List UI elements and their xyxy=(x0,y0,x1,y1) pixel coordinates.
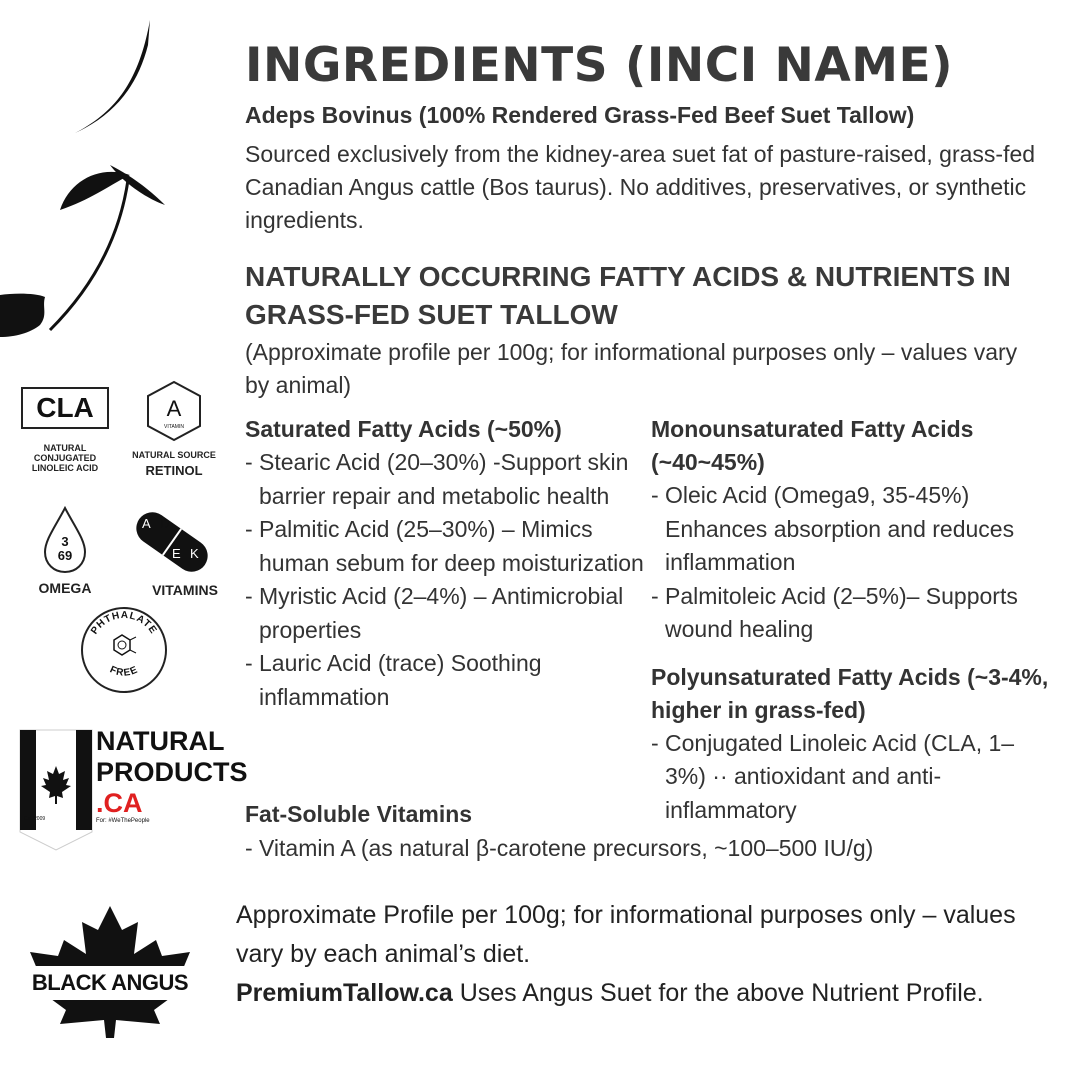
vitamins-heading: Fat-Soluble Vitamins xyxy=(245,801,473,827)
black-angus-label-box xyxy=(22,966,198,1000)
list-item: - Palmitoleic Acid (2–5%)– Supports wound healing xyxy=(651,582,1018,642)
canada-flag-shield-icon xyxy=(18,728,94,852)
np-line1: NATURAL xyxy=(96,726,225,756)
np-line3: .CA xyxy=(96,788,143,818)
np-tagline: For: #WeThePeople xyxy=(96,818,150,824)
list-item: - Palmitic Acid (25–30%) – Mimics human sebum for deep moisturization xyxy=(245,516,644,576)
svg-text:A: A xyxy=(166,396,182,421)
svg-text:E: E xyxy=(172,546,181,561)
brand-name: PremiumTallow.ca xyxy=(236,979,453,1007)
ingredient-name: Adeps Bovinus (100% Rendered Grass-Fed Beef Suet Tallow) xyxy=(245,102,915,128)
footer-line1: Approximate Profile per 100g; for informational purposes only – values vary by each animal’s diet. xyxy=(236,901,1016,968)
svg-text:VITAMIN: VITAMIN xyxy=(164,424,184,430)
svg-text:D: D xyxy=(160,516,170,531)
omega-caption: OMEGA xyxy=(38,580,92,596)
vitamin-a-caption-2: RETINOL xyxy=(145,463,203,478)
ingredient-description: Sourced exclusively from the kidney-area suet fat of pasture-raised, grass-fed Canadian Angus cattle (Bos taurus). No additives, preservatives, or synthetic ingredients. xyxy=(245,141,1036,233)
cla-badge: CLA xyxy=(21,387,109,429)
svg-text:FREE: FREE xyxy=(107,664,140,679)
section-note: (Approximate profile per 100g; for informational purposes only – values vary by animal) xyxy=(245,339,1018,398)
np-line2: PRODUCTS xyxy=(96,757,248,787)
page-title: INGREDIENTS (INCI NAME) xyxy=(245,38,954,93)
omega-drop-icon xyxy=(40,505,90,575)
svg-text:A: A xyxy=(142,516,151,531)
section-title: NATURALLY OCCURRING FATTY ACIDS & NUTRIENTS IN GRASS-FED SUET TALLOW xyxy=(245,261,1011,330)
vitamins-caption: VITAMINS xyxy=(152,582,218,598)
cla-caption: NATURAL CONJUGATED LINOLEIC ACID xyxy=(31,443,99,473)
polyunsaturated-heading: Polyunsaturated Fatty Acids (~3-4%, higher in grass-fed) xyxy=(651,663,1049,723)
saturated-heading: Saturated Fatty Acids (~50%) xyxy=(245,416,562,442)
svg-text:3: 3 xyxy=(61,534,69,549)
black-angus-label: BLACK ANGUS xyxy=(31,970,189,995)
list-item: - Oleic Acid (Omega9, 35-45%) Enhances absorption and reduces inflammation xyxy=(651,482,1015,575)
vitamins-adek-icon xyxy=(130,508,214,576)
np-established: Est. 2009 xyxy=(24,816,46,822)
footer-text xyxy=(236,896,1056,1013)
cow-line-art-icon xyxy=(0,15,170,345)
svg-text:PHTHALATE: PHTHALATE xyxy=(89,609,159,637)
vitamin-a-caption-1: NATURAL SOURCE xyxy=(132,450,216,460)
saturated-column xyxy=(245,413,645,714)
list-item: - Stearic Acid (20–30%) -Support skin barrier repair and metabolic health xyxy=(245,449,629,509)
list-item: - Conjugated Linoleic Acid (CLA, 1–3%) ·· antioxidant and anti-inflammatory xyxy=(651,729,1015,823)
footer-line2: PremiumTallow.ca Uses Angus Suet for the above Nutrient Profile. xyxy=(236,979,984,1007)
svg-text:K: K xyxy=(190,546,199,561)
list-item: - Vitamin A (as natural β-carotene precursors, ~100–500 IU/g) xyxy=(245,835,874,861)
unsaturated-column xyxy=(651,413,1051,827)
phthalate-free-seal-icon xyxy=(78,604,170,696)
list-item: - Lauric Acid (trace) Soothing inflammation xyxy=(245,650,542,710)
list-item: - Myristic Acid (2–4%) – Antimicrobial properties xyxy=(245,583,624,643)
svg-text:69: 69 xyxy=(57,548,73,563)
vitamin-a-hexagon-icon xyxy=(143,380,205,442)
monounsaturated-heading: Monounsaturated Fatty Acids (~40~45%) xyxy=(651,416,974,475)
